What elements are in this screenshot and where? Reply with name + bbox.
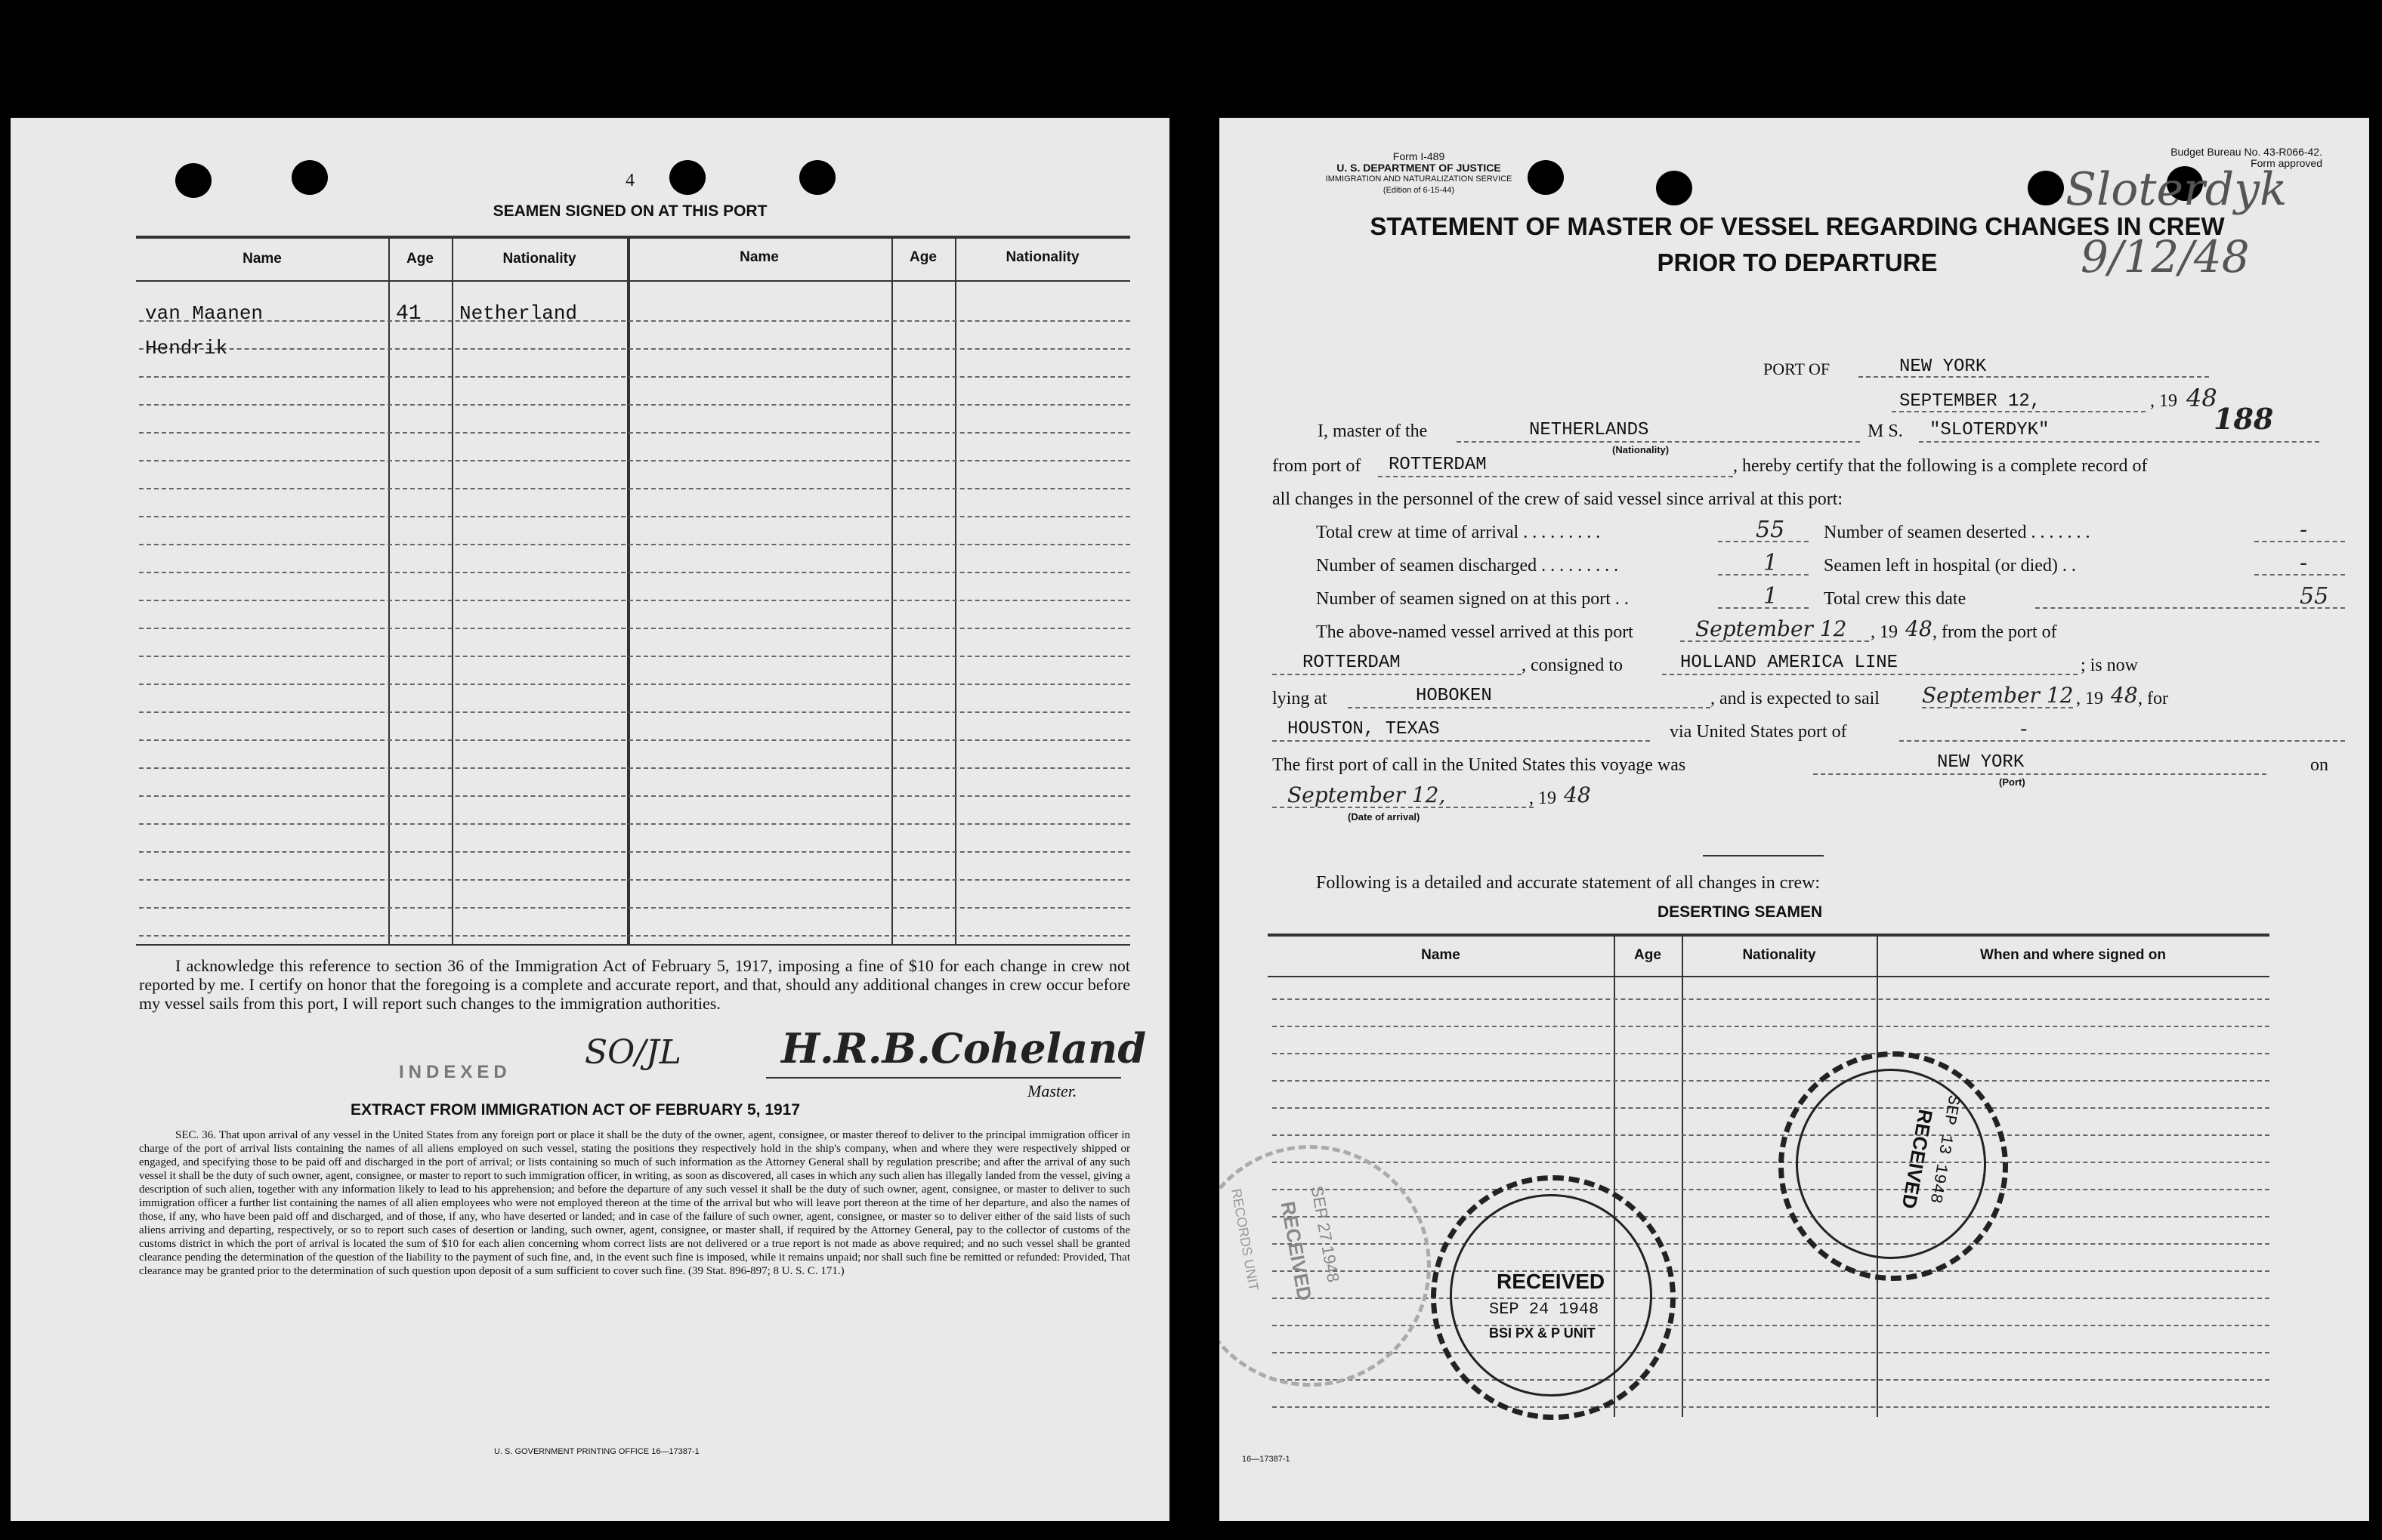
deserting-header-name: Name — [1421, 947, 1460, 963]
indexed-stamp: INDEXED — [399, 1062, 511, 1082]
ruling-line — [139, 516, 1130, 517]
arrived-year: 48 — [1905, 616, 1932, 641]
sail-date: September 12 — [1922, 683, 2074, 708]
edition: (Edition of 6-15-44) — [1383, 186, 1455, 195]
lying-at-label: lying at — [1272, 689, 1327, 708]
arrived-year-prefix: , 19 — [1871, 622, 1898, 642]
header-name-2: Name — [740, 249, 779, 265]
sail-year-prefix: , 19 — [2076, 689, 2103, 708]
sail-year: 48 — [2111, 683, 2138, 708]
arrival-year-prefix: , 19 — [1529, 789, 1556, 808]
total-crew-date-label: Total crew this date — [1824, 589, 1966, 609]
initials: SO/JL — [585, 1033, 681, 1072]
budget-bureau: Budget Bureau No. 43-R066-42. — [2170, 146, 2322, 158]
entry-nationality: Netherland — [459, 302, 578, 325]
discharged-value: 1 — [1763, 550, 1778, 576]
punch-hole — [292, 160, 328, 195]
discharged-label: Number of seamen discharged . . . . . . . . . — [1316, 556, 1619, 576]
ruling-line — [139, 488, 1130, 489]
hospital-label: Seamen left in hospital (or died) . . — [1824, 556, 2076, 576]
ruling-line — [139, 851, 1130, 853]
year-value: 48 — [2186, 384, 2217, 412]
header-age: Age — [406, 251, 434, 267]
hospital-value: - — [2300, 550, 2308, 576]
ruling-line — [1272, 1352, 2269, 1353]
ruling-line — [139, 656, 1130, 657]
header-age-2: Age — [910, 249, 937, 265]
following-text: Following is a detailed and accurate statement of all changes in crew: — [1316, 873, 1821, 893]
header-nationality-2: Nationality — [1006, 249, 1080, 265]
acknowledgement-text: I acknowledge this reference to section 36 of the Immigration Act of February 5, 1917, imposing a fine of $10 for each change in crew not reported by me. I certify on honor that the foregoing is a complete and accurate report, and that, should any additional changes in crew occur before my vessel sails from this port, I will report such changes to the immigration authorities. — [139, 956, 1130, 1013]
right-footer: 16—17387-1 — [1242, 1455, 1290, 1464]
ruling-line — [139, 711, 1130, 713]
ruling-line — [139, 572, 1130, 573]
form-title — [1333, 208, 2262, 281]
ruling-line — [1272, 1026, 2269, 1027]
punch-hole — [2028, 171, 2064, 205]
ruling-line — [1272, 998, 2269, 1000]
left-footer: U. S. GOVERNMENT PRINTING OFFICE 16—17387-1 — [494, 1447, 700, 1456]
first-port-value: NEW YORK — [1937, 752, 2025, 773]
arrived-label: The above-named vessel arrived at this port — [1316, 622, 1633, 642]
extract-title: EXTRACT FROM IMMIGRATION ACT OF FEBRUARY 5, 1917 — [351, 1101, 801, 1119]
ruling-line — [1272, 1406, 2269, 1408]
for-label: , for — [2138, 689, 2168, 708]
ruling-line — [139, 600, 1130, 601]
master-label: Master. — [1027, 1082, 1077, 1100]
received-stamp-records: RECEIVED SEP 27 1948 RECORDS UNIT — [1219, 1145, 1431, 1387]
ruling-line — [1272, 1162, 2269, 1163]
first-port-label: The first port of call in the United States this voyage was — [1272, 755, 1686, 775]
vessel-name: "SLOTERDYK" — [1929, 420, 2050, 440]
date-of-arrival-caption: (Date of arrival) — [1348, 811, 1420, 822]
ruling-line — [1272, 1216, 2269, 1217]
ruling-line — [139, 935, 1130, 937]
ruling-line — [139, 907, 1130, 909]
port-of-label: PORT OF — [1763, 360, 1831, 378]
consigned-label: , consigned to — [1522, 656, 1623, 675]
from-the-port-of: , from the port of — [1932, 622, 2057, 642]
punch-hole — [799, 160, 836, 195]
ruling-line — [1272, 1134, 2269, 1136]
punch-hole — [1656, 171, 1692, 205]
left-page — [11, 118, 1169, 1521]
ruling-line — [1272, 1107, 2269, 1109]
total-crew-arrival-label: Total crew at time of arrival . . . . . . . . . — [1316, 523, 1601, 542]
ruling-line — [139, 767, 1130, 769]
department: U. S. DEPARTMENT OF JUSTICE — [1336, 162, 1501, 174]
ms-label: M S. — [1868, 421, 1903, 441]
consigned-value: HOLLAND AMERICA LINE — [1680, 653, 1898, 673]
nationality-value: NETHERLANDS — [1529, 420, 1649, 440]
arrival-date-value: September 12, — [1287, 782, 1446, 807]
header-name: Name — [243, 251, 282, 267]
total-crew-date-value: 55 — [2300, 583, 2329, 610]
title-line-2: PRIOR TO DEPARTURE — [1657, 248, 1938, 276]
ruling-line — [139, 544, 1130, 545]
ruling-line — [139, 879, 1130, 881]
ruling-line — [139, 628, 1130, 629]
header-nationality: Nationality — [502, 251, 576, 267]
ruling-line — [139, 376, 1130, 378]
is-now: ; is now — [2081, 656, 2139, 675]
page-ref: 188 — [2214, 402, 2274, 436]
master-signature: H.R.B.Coheland — [781, 1024, 1147, 1072]
from-port-label: from port of — [1272, 456, 1361, 476]
title-line-1: STATEMENT OF MASTER OF VESSEL REGARDING CHANGES IN CREW — [1370, 212, 2225, 240]
port-caption: (Port) — [1999, 776, 2025, 788]
punch-hole — [175, 163, 212, 198]
handwritten-date: 9/12/48 — [2081, 231, 2250, 282]
certify-text: , hereby certify that the following is a complete record of — [1733, 456, 2148, 476]
form-number: Form I-489 — [1392, 150, 1445, 162]
signed-on-value: 1 — [1763, 583, 1778, 610]
deserting-header-signed-on: When and where signed on — [1980, 947, 2166, 963]
port-of-value: NEW YORK — [1899, 356, 1987, 377]
ruling-line — [1272, 1189, 2269, 1190]
section-title: SEAMEN SIGNED ON AT THIS PORT — [493, 202, 768, 220]
year-prefix: , 19 — [2150, 391, 2177, 411]
entry-surname: van Maanen — [145, 302, 264, 325]
ruling-line — [139, 460, 1130, 461]
on-label: on — [2310, 755, 2328, 775]
deserted-label: Number of seamen deserted . . . . . . . — [1824, 523, 2090, 542]
service: IMMIGRATION AND NATURALIZATION SERVICE — [1325, 174, 1512, 184]
lying-at-value: HOBOKEN — [1416, 686, 1492, 706]
ruling-line — [1272, 1053, 2269, 1054]
deserting-title: DESERTING SEAMEN — [1658, 903, 1823, 921]
entry-age: 41 — [396, 302, 422, 326]
right-page — [1219, 118, 2369, 1521]
all-changes-text: all changes in the personnel of the crew of said vessel since arrival at this port: — [1272, 489, 1843, 509]
via-label: via United States port of — [1670, 722, 1847, 742]
ruling-line — [139, 432, 1130, 434]
ruling-line — [139, 320, 1130, 322]
form-approved: Form approved — [2251, 157, 2322, 169]
deserting-header-nationality: Nationality — [1742, 947, 1816, 963]
ruling-line — [1272, 1325, 2269, 1326]
ruling-line — [139, 739, 1130, 741]
destination: HOUSTON, TEXAS — [1287, 719, 1440, 739]
deserting-header-age: Age — [1634, 947, 1661, 963]
entry-given-name: Hendrik — [145, 337, 228, 360]
received-stamp-bsi: RECEIVED SEP 24 1948 BSI PX & P UNIT — [1431, 1175, 1676, 1420]
total-crew-arrival-value: 55 — [1756, 517, 1785, 543]
master-of-label: I, master of the — [1318, 421, 1428, 441]
page-number: 4 — [626, 171, 635, 190]
arrived-from-port: ROTTERDAM — [1302, 653, 1401, 673]
handwritten-vessel: Sloterdyk — [2065, 163, 2288, 216]
date-value: SEPTEMBER 12, — [1899, 391, 2041, 412]
ruling-line — [139, 684, 1130, 685]
ruling-line — [139, 823, 1130, 825]
deserted-value: - — [2300, 517, 2308, 543]
expected-label: , and is expected to sail — [1710, 689, 1880, 708]
via-value: - — [2020, 716, 2028, 741]
ruling-line — [1272, 1379, 2269, 1381]
ruling-line — [139, 795, 1130, 797]
received-stamp-nyc: RECEIVED SEP 13 1948 — [1778, 1051, 2008, 1281]
ruling-line — [139, 348, 1130, 350]
form-header — [1283, 151, 1555, 196]
ruling-line — [139, 404, 1130, 406]
punch-hole — [669, 160, 706, 195]
extract-text: SEC. 36. That upon arrival of any vessel in the United States from any foreign port or place it shall be the duty of the owner, agent, consignee, or master thereof to deliver to the principal immigration officer in charge of the port of arrival lists containing the names of all aliens employed on such vessel, stating the positions they respectively hold in the ship's company, when and where they were respectively shipped or engaged, and specifying those to be paid off and discharged in the port of arrival; or lists containing so much of such information as the Attorney General shall by regulation prescribe; and after the arrival of any such vessel it shall be the duty of such owner, agent, consignee, or master to report to such immigration officer, in writing, as soon as discovered, all cases in which any such alien has illegally landed from the vessel, giving a description of such alien, together with any information likely to lead to his apprehension; and before the departure of any such vessel it shall be the duty of such owner, agent, consignee, or master to deliver to such immigration officer a further list containing the names of all alien employees who were not employed thereon at the time of the arrival but who will leave port thereon at the time of her departure, and also the names of those, if any, who have been paid off and discharged, and of those, if any, who have deserted or landed; and in case of the failure of such owner, agent, consignee, or master so to deliver either of the said lists of such aliens arriving and departing, respectively, or so to report such cases of desertion or landing, such owner, agent, consignee, or master shall, if required by the Attorney General, pay to the collector of customs of the customs district in which the port of arrival is located the sum of $10 for each alien concerning whom correct lists are not delivered or a true report is not made as above required; and no such vessel shall be granted clearance pending the determination of the question of the liability to the payment of such fine, and, in the event such fine is imposed, while it remains unpaid; nor shall such fine be remitted or refunded: Provided, That clearance may be granted prior to the determination of such question upon deposit of a sum sufficient to cover such fine. (39 Stat. 896-897; 8 U. S. C. 171.) — [139, 1129, 1130, 1277]
arrival-year: 48 — [1564, 782, 1591, 807]
arrived-date: September 12 — [1695, 616, 1847, 641]
signed-on-label: Number of seamen signed on at this port . . — [1316, 589, 1629, 609]
nationality-caption: (Nationality) — [1612, 444, 1670, 455]
from-port-value: ROTTERDAM — [1389, 455, 1487, 475]
ruling-line — [1272, 1080, 2269, 1082]
